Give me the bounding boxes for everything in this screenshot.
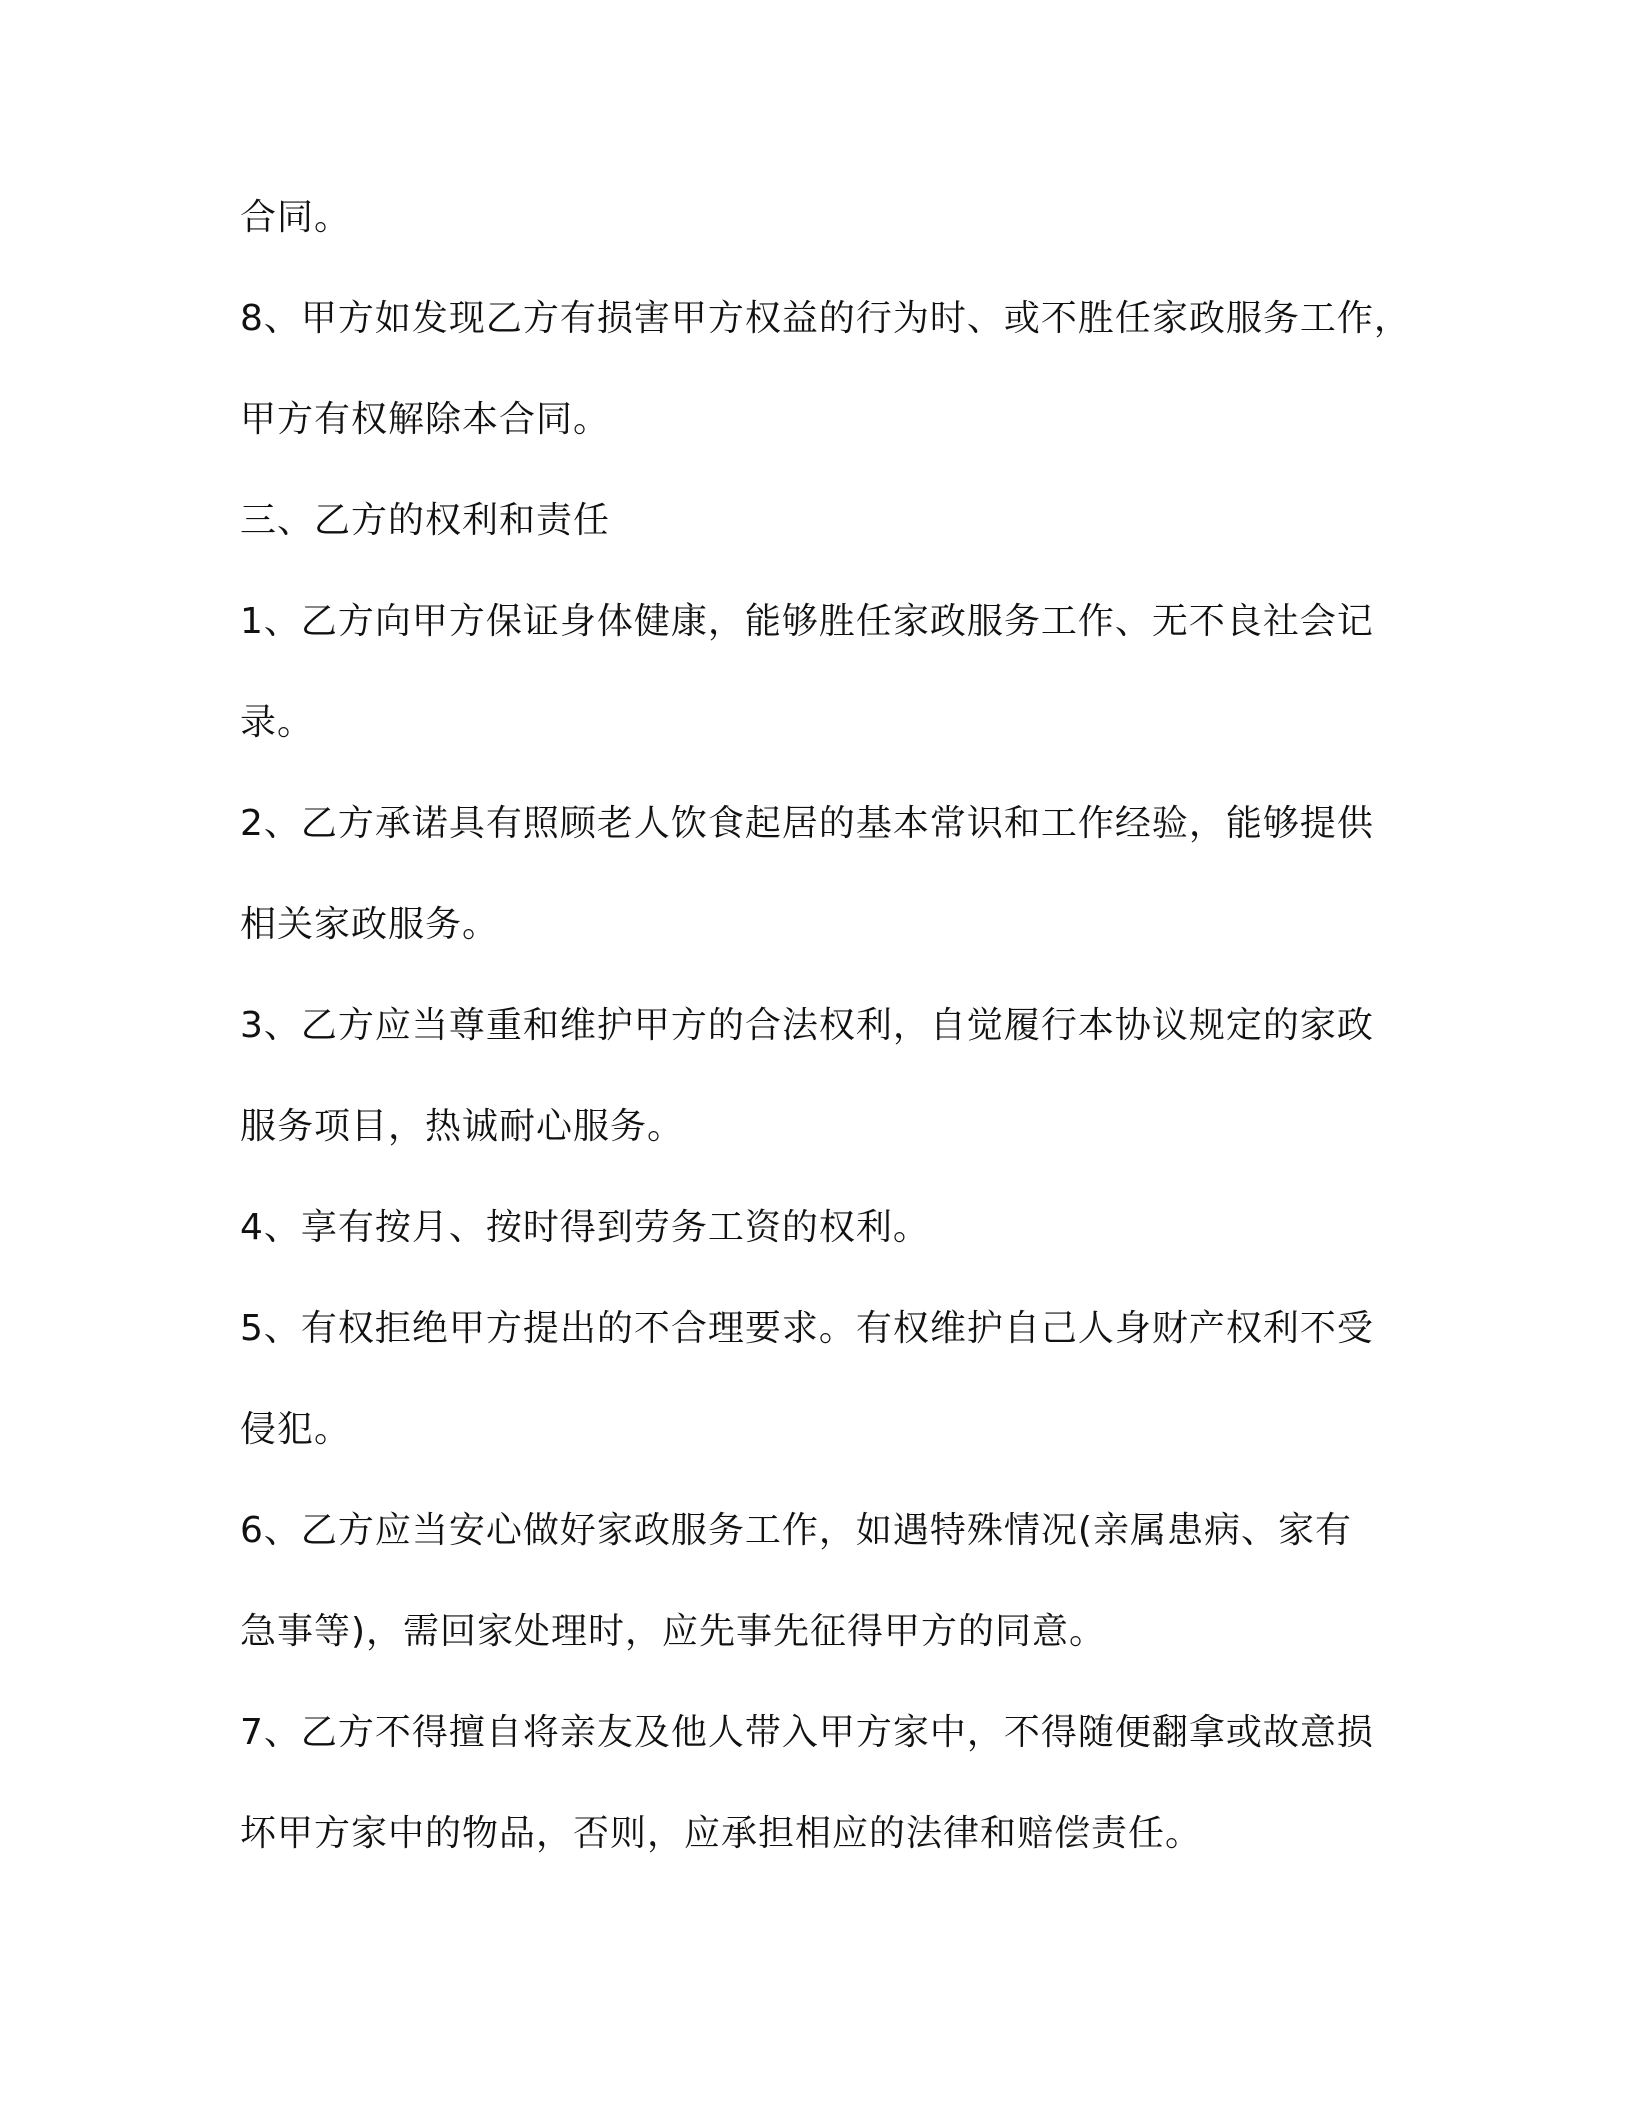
text-line: 4、享有按月、按时得到劳务工资的权利。 <box>240 1207 930 1248</box>
text-line: 2、乙方承诺具有照顾老人饮食起居的基本常识和工作经验，能够提供 <box>240 803 1374 844</box>
text-line: 坏甲方家中的物品，否则，应承担相应的法律和赔偿责任。 <box>240 1813 1203 1854</box>
text-line: 1、乙方向甲方保证身体健康，能够胜任家政服务工作、无不良社会记 <box>240 601 1374 642</box>
text-line: 急事等)，需回家处理时，应先事先征得甲方的同意。 <box>240 1611 1107 1652</box>
text-line: 3、乙方应当尊重和维护甲方的合法权利，自觉履行本协议规定的家政 <box>240 1005 1374 1046</box>
document-body <box>240 182 1420 1899</box>
text-line: 7、乙方不得擅自将亲友及他人带入甲方家中，不得随便翻拿或故意损 <box>240 1712 1374 1753</box>
text-line: 5、有权拒绝甲方提出的不合理要求。有权维护自己人身财产权利不受 <box>240 1308 1374 1349</box>
text-line: 侵犯。 <box>240 1409 352 1450</box>
text-line: 6、乙方应当安心做好家政服务工作，如遇特殊情况(亲属患病、家有 <box>240 1510 1352 1551</box>
text-line: 合同。 <box>240 197 352 238</box>
text-line: 服务项目，热诚耐心服务。 <box>240 1106 685 1147</box>
text-line: 相关家政服务。 <box>240 904 500 945</box>
text-line: 甲方有权解除本合同。 <box>240 399 611 440</box>
section-heading: 三、乙方的权利和责任 <box>240 500 611 541</box>
text-line: 录。 <box>240 702 315 743</box>
text-line: 8、甲方如发现乙方有损害甲方权益的行为时、或不胜任家政服务工作， <box>240 298 1411 339</box>
